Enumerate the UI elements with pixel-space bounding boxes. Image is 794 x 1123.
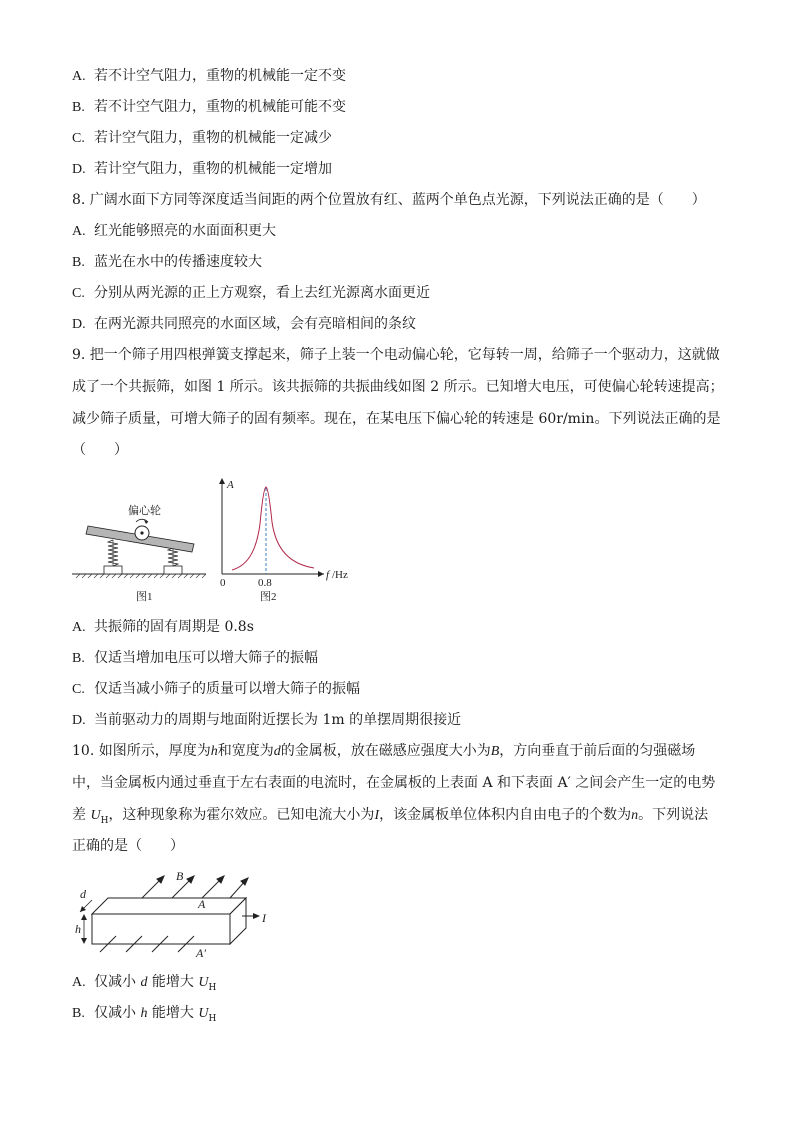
q10-option-a: A. 仅减小 d 能增大 $U_H$ [72,974,217,993]
fig2-caption: 图2 [260,591,277,603]
q10-stem-line-3: 差 $U_H$，这种现象称为霍尔效应。已知电流大小为I，该金属板单位体积内自由电子的个数为n。下列说法 [72,807,709,826]
label-h: h [75,922,81,936]
right-spring [164,548,182,574]
left-spring [104,540,122,574]
q8-stem: 8. 广阔水面下方同等深度适当间距的两个位置放有红、蓝两个单色点光源，下列说法正确的是（ ） [72,192,706,208]
q10-stem-line-2: 中，当金属板内通过垂直于左右表面的电流时，在金属板的上表面 A 和下表面 A′ 之间会产生一定的电势 [72,775,716,791]
q9-stem-line-4: （ ） [72,442,128,458]
q9-figure [66,474,366,606]
slab-top-face [92,898,246,914]
q7-option-c: C. 若计空气阻力，重物的机械能一定减少 [72,130,332,146]
x-axis-unit: /Hz [332,569,348,581]
q9-option-d: D. 当前驱动力的周期与地面附近摆长为 1m 的单摆周期很接近 [72,712,462,728]
q9-stem-line-2: 成了一个共振筛，如图 1 所示。该共振筛的共振曲线如图 2 所示。已知增大电压，可使偏心轮转速提高； [72,379,724,395]
label-B: B [176,869,184,883]
q9-stem-line-3: 减少筛子质量，可增大筛子的固有频率。现在，在某电压下偏心轮的转速是 60r/min。下列说法正确的是 [72,411,721,427]
q8-option-b: B. 蓝光在水中的传播速度较大 [72,254,262,270]
q7-option-b: B. 若不计空气阻力，重物的机械能可能不变 [72,99,346,115]
fig1-caption: 图1 [136,591,153,603]
q9-option-c: C. 仅适当减小筛子的质量可以增大筛子的振幅 [72,681,360,697]
sieve-diagram [72,503,206,603]
x-axis-label: f [326,569,330,581]
q8-option-a: A. 红光能够照亮的水面面积更大 [72,223,276,239]
peak-frequency-tick: 0.8 [258,577,272,589]
q8-option-d: D. 在两光源共同照亮的水面区域，会有亮暗相间的条纹 [72,316,416,332]
q10-stem-line-1: 10. 如图所示，厚度为h和宽度为d的金属板，放在磁感应强度大小为B，方向垂直于前后面的匀强磁场 [72,743,696,759]
resonance-curve [232,487,314,570]
origin-label: 0 [220,577,226,589]
resonance-curve-chart [219,478,348,603]
q10-option-b: B. 仅减小 h 能增大 $U_H$ [72,1005,217,1024]
q8-option-c: C. 分别从两光源的正上方观察，看上去红光源离水面更近 [72,285,430,301]
q7-option-a: A. 若不计空气阻力，重物的机械能一定不变 [72,68,346,84]
label-A-prime-bottom-surface: A′ [196,946,206,960]
label-d: d [80,887,86,901]
q10-stem-line-4: 正确的是（ ） [72,838,184,854]
q9-option-b: B. 仅适当增加电压可以增大筛子的振幅 [72,650,318,666]
q9-stem-line-1: 9. 把一个筛子用四根弹簧支撑起来，筛子上装一个电动偏心轮，它每转一周，给筛子一个驱动力，这就做 [72,347,720,363]
label-current-I: I [262,911,266,925]
q7-option-d: D. 若计空气阻力，重物的机械能一定增加 [72,161,332,177]
q10-hall-effect-figure [70,866,280,962]
y-axis-label: A [227,479,234,491]
eccentric-wheel-label: 偏心轮 [128,505,161,517]
q9-option-a: A. 共振筛的固有周期是 0.8s [72,619,254,635]
label-A-top-surface: A [198,897,206,911]
